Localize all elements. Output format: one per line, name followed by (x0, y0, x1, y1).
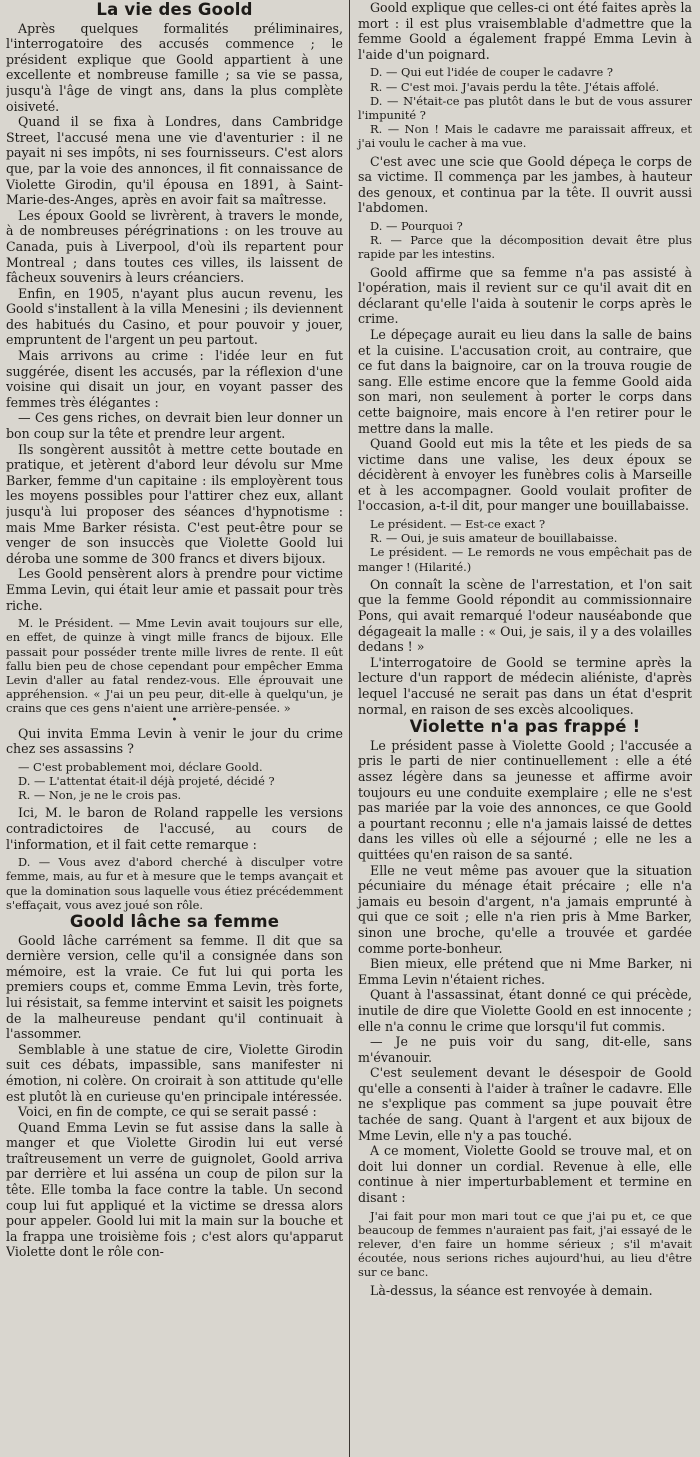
paragraph: J'ai fait pour mon mari tout ce que j'ai pu et, ce que beaucoup de femmes n'auraient pas fait, j'ai essayé de le relever, d'en faire un homme sérieux ; s'il m'avait écoutée, nous serions riches aujourd'hui, au lieu d'être sur ce banc. (358, 1208, 692, 1280)
paragraph: L'interrogatoire de Goold se termine après la lecture d'un rapport de médecin aliéniste, d'après lequel l'accusé ne serait pas dans un état d'esprit normal, en raison de ses excès alcooliques. (358, 654, 692, 717)
paragraph: A ce moment, Violette Goold se trouve mal, et on doit lui donner un cordial. Revenue à elle, elle continue à nier imperturbablement et termine en disant : (358, 1143, 692, 1206)
paragraph: Voici, en fin de compte, ce qui se serait passé : (18, 1104, 317, 1120)
article-body-3 (358, 265, 692, 515)
paragraph: Ici, M. le baron de Roland rappelle les versions contradictoires de l'accusé, au cours de l'information, et il fait cette remarque : (6, 805, 343, 852)
dialog-line: — C'est probablement moi, déclare Goold. (18, 759, 263, 774)
article-body-4 (358, 577, 692, 717)
dialog-line: D. — L'attentat était-il déjà projeté, décidé ? (18, 773, 275, 788)
paragraph: Quand Goold eut mis la tête et les pieds de sa victime dans une valise, les deux époux se décidèrent à envoyer les funèbres colis à Marseille et à les accompagner. Goold voulait profiter de l'occasion, a-t-il dit, pour manger une bouillabaisse. (358, 436, 692, 514)
heading-vie-des-goold: La vie des Goold (96, 0, 253, 19)
paragraph: Goold explique que celles-ci ont été faites après la mort : il est plus vraisemblable d'admettre que la femme Goold a également frappé Emma Levin à l'aide d'un poignard. (358, 0, 692, 62)
article-body-2 (6, 933, 343, 1260)
paragraph: Elle ne veut même pas avouer que la situation pécuniaire du ménage était précaire ; elle n'a jamais eu besoin d'argent, n'a jamais emprunté à qui que ce soit ; elle n'a rien pris à Mme Barker, sinon une broche, qu'elle a trouvée et gardée comme porte-bonheur. (358, 862, 692, 956)
paragraph: Goold lâche carrément sa femme. Il dit que sa dernière version, celle qu'il a consignée dans son mémoire, est la vraie. Ce fut lui qui porta les premiers coups et, comme Emma Levin, très forte, lui résistait, sa femme intervint et saisit les poignets de la malheureuse pendant qu'il continuait à l'assommer. (6, 932, 343, 1042)
article-body-5 (358, 738, 692, 1206)
paragraph: Le dépeçage aurait eu lieu dans la salle de bains et la cuisine. L'accusation croit, au contraire, que ce fut dans la baignoire, car on la trouva rougie de sang. Elle estime encore que la femme Goold aida son mari, non seulement à porter le corps dans cette baignoire, mais encore à l'en retirer pour le mettre dans la malle. (358, 326, 692, 436)
dialog-block (358, 219, 692, 262)
dialog-line: R. — Non, je ne le crois pas. (18, 788, 182, 803)
left-column (6, 0, 349, 1457)
paragraph: Enfin, en 1905, n'ayant plus aucun revenu, les Goold s'installent à la villa Menesini ; ils deviennent des habitués du Casino, et pour pouvoir y jouer, empruntent de l'argent un peu partout. (6, 285, 343, 348)
article-body-1 (6, 21, 343, 614)
paragraph: D. — Vous avez d'abord cherché à disculper votre femme, mais, au fur et à mesure que le temps avançait et que la domination sous laquelle vous étiez précédemment s'effaçait, vous avez joué son rôle. (6, 855, 343, 912)
paragraph: On connaît la scène de l'arrestation, et l'on sait que la femme Goold répondit au commissionnaire Pons, qui avait remarqué l'odeur nauséabonde que dégageait la malle : « Oui, je sais, il y a des volailles dedans ! » (358, 576, 692, 655)
paragraph: Qui invita Emma Levin à venir le jour du crime chez ses assassins ? (6, 725, 343, 757)
paragraph: Bien mieux, elle prétend que ni Mme Barker, ni Emma Levin n'étaient riches. (358, 956, 692, 987)
dialog-line: R. — Parce que la décomposition devait être plus rapide par les intestins. (358, 233, 692, 262)
paragraph: Quand Emma Levin se fut assise dans la salle à manger et que Violette Girodin lui eut versé traîtreusement un verre de guignolet, Goold arriva par derrière et lui asséna un coup de pilon sur la tête. Elle tomba la face contre la table. Un second coup lui fut appliqué et la victime se dressa alors pour appeler. Goold lui mit la main sur la bouche et la frappa une troisième fois ; c'est alors qu'apparut Violette dont le rôle con- (6, 1119, 343, 1260)
dialog-line: R. — Oui, je suis amateur de bouillabaisse. (370, 531, 618, 546)
dialog-line: D. — N'était-ce pas plutôt dans le but de vous assurer l'impunité ? (358, 93, 692, 122)
paragraph: Les Goold pensèrent alors à prendre pour victime Emma Levin, qui était leur amie et passait pour très riche. (6, 566, 343, 613)
paragraph: Après quelques formalités préliminaires, l'interrogatoire des accusés commence ; le président explique que Goold appartient à une excellente et nombreuse famille ; sa vie se passa, jusqu'à l'âge de vingt ans, dans la plus complète oisiveté. (6, 20, 343, 114)
dialog-line: D. — Pourquoi ? (370, 218, 463, 233)
paragraph: Semblable à une statue de cire, Violette Girodin suit ces débats, impassible, sans manifester ni émotion, ni colère. On croirait à son attitude qu'elle est plutôt là en curieuse qu'en principale intéressée. (6, 1041, 343, 1104)
dialog-line: R. — C'est moi. J'avais perdu la tête. J'étais affolé. (370, 79, 660, 94)
paragraph: Goold affirme que sa femme n'a pas assisté à l'opération, mais il revient sur ce qu'il avait dit en déclarant qu'elle l'aida à soutenir le corps après le crime. (358, 264, 692, 327)
small-print-block (358, 1209, 692, 1280)
dialog-line: R. — Non ! Mais le cadavre me paraissait affreux, et j'ai voulu le cacher à ma vue. (358, 122, 692, 151)
closing-paragraph: Là-dessus, la séance est renvoyée à demain. (370, 1282, 653, 1298)
paragraph: — Ces gens riches, on devrait bien leur donner un bon coup sur la tête et prendre leur argent. (6, 410, 343, 442)
paragraph: Quand il se fixa à Londres, dans Cambridge Street, l'accusé mena une vie d'aventurier : il ne payait ni ses impôts, ni ses fournisseurs. C'est alors que, par la voie des annonces, il fit connaissance de Violette Girodin, qu'il épousa en 1891, à Saint-Marie-des-Anges, après en avoir fait sa maîtresse. (6, 114, 343, 208)
dialog-line: Le président. — Est-ce exact ? (370, 517, 546, 532)
small-print-block (6, 616, 343, 715)
heading-goold-lache-sa-femme: Goold lâche sa femme (69, 911, 280, 931)
small-print-block (6, 855, 343, 912)
paragraph: — Je ne puis voir du sang, dit-elle, sans m'évanouir. (358, 1034, 692, 1065)
dialog-line: D. — Qui eut l'idée de couper le cadavre ? (370, 65, 613, 80)
dialog-block (358, 517, 692, 574)
paragraph: Mais arrivons au crime : l'idée leur en fut suggérée, disent les accusés, par la réflexion d'une voisine qui disait un jour, en voyant passer des femmes très élégantes : (6, 348, 343, 410)
dialog-block (6, 760, 343, 803)
paragraph: Le président passe à Violette Goold ; l'accusée a pris le parti de nier continuellement : elle a été assez légère dans sa jeunesse et affirme avoir toujours eu une conduite exemplaire ; elle ne s'est pas mariée par la voie des annonces, ce que Goold a pourtant reconnu ; elle n'a jamais laissé de dettes dans les villes où elle a séjourné ; elle ne les a quittées qu'en raison de sa santé. (358, 737, 692, 862)
paragraph: Quant à l'assassinat, étant donné ce qui précède, inutile de dire que Violette Goold en est innocente ; elle n'a connu le crime que lorsqu'il fut commis. (358, 987, 692, 1034)
dialog-line: Le président. — Le remords ne vous empêchait pas de manger ! (Hilarité.) (358, 545, 692, 574)
paragraph: C'est avec une scie que Goold dépeça le corps de sa victime. Il commença par les jambes, à hauteur des genoux, et continua par la tête. Il ouvrit aussi l'abdomen. (358, 153, 692, 216)
paragraph: C'est seulement devant le désespoir de Goold qu'elle a consenti à l'aider à traîner le cadavre. Elle ne s'explique pas comment sa jupe pouvait être tachée de sang. Quant à l'argent et aux bijoux de Mme Levin, elle n'y a pas touché. (358, 1065, 692, 1143)
paragraph: Ils songèrent aussitôt à mettre cette boutade en pratique, et jetèrent d'abord leur dévolu sur Mme Barker, femme d'un capitaine : ils employèrent tous les moyens possibles pour l'attirer chez eux, allant jusqu'à lui proposer des séances d'hypnotisme : mais Mme Barker résista. C'est peut-être pour se venger de son insuccès que Violette Goold lui déroba une somme de 300 francs et divers bijoux. (6, 441, 343, 566)
paragraph: Les époux Goold se livrèrent, à travers le monde, à de nombreuses pérégrinations : on les trouve au Canada, puis à Liverpool, d'où ils repartent pour Montreal ; dans toutes ces villes, ils laissent de fâcheux souvenirs à leurs créanciers. (6, 207, 343, 286)
right-column (349, 0, 692, 1457)
paragraph: M. le Président. — Mme Levin avait toujours sur elle, en effet, de quinze à vingt mille francs de bijoux. Elle passait pour posséder trente mille livres de rente. Il eût fallu bien peu de chose cependant pour empêcher Emma Levin d'aller au fatal rendez-vous. Elle éprouvait une appréhension. « J'ai un peu peur, dit-elle à quelqu'un, je crains que ces gens n'aient une arrière-pensée. » (6, 616, 343, 716)
dialog-block (358, 65, 692, 150)
heading-violette-na-pas-frappe: Violette n'a pas frappé ! (409, 717, 641, 737)
bullet-separator: • (171, 714, 178, 726)
